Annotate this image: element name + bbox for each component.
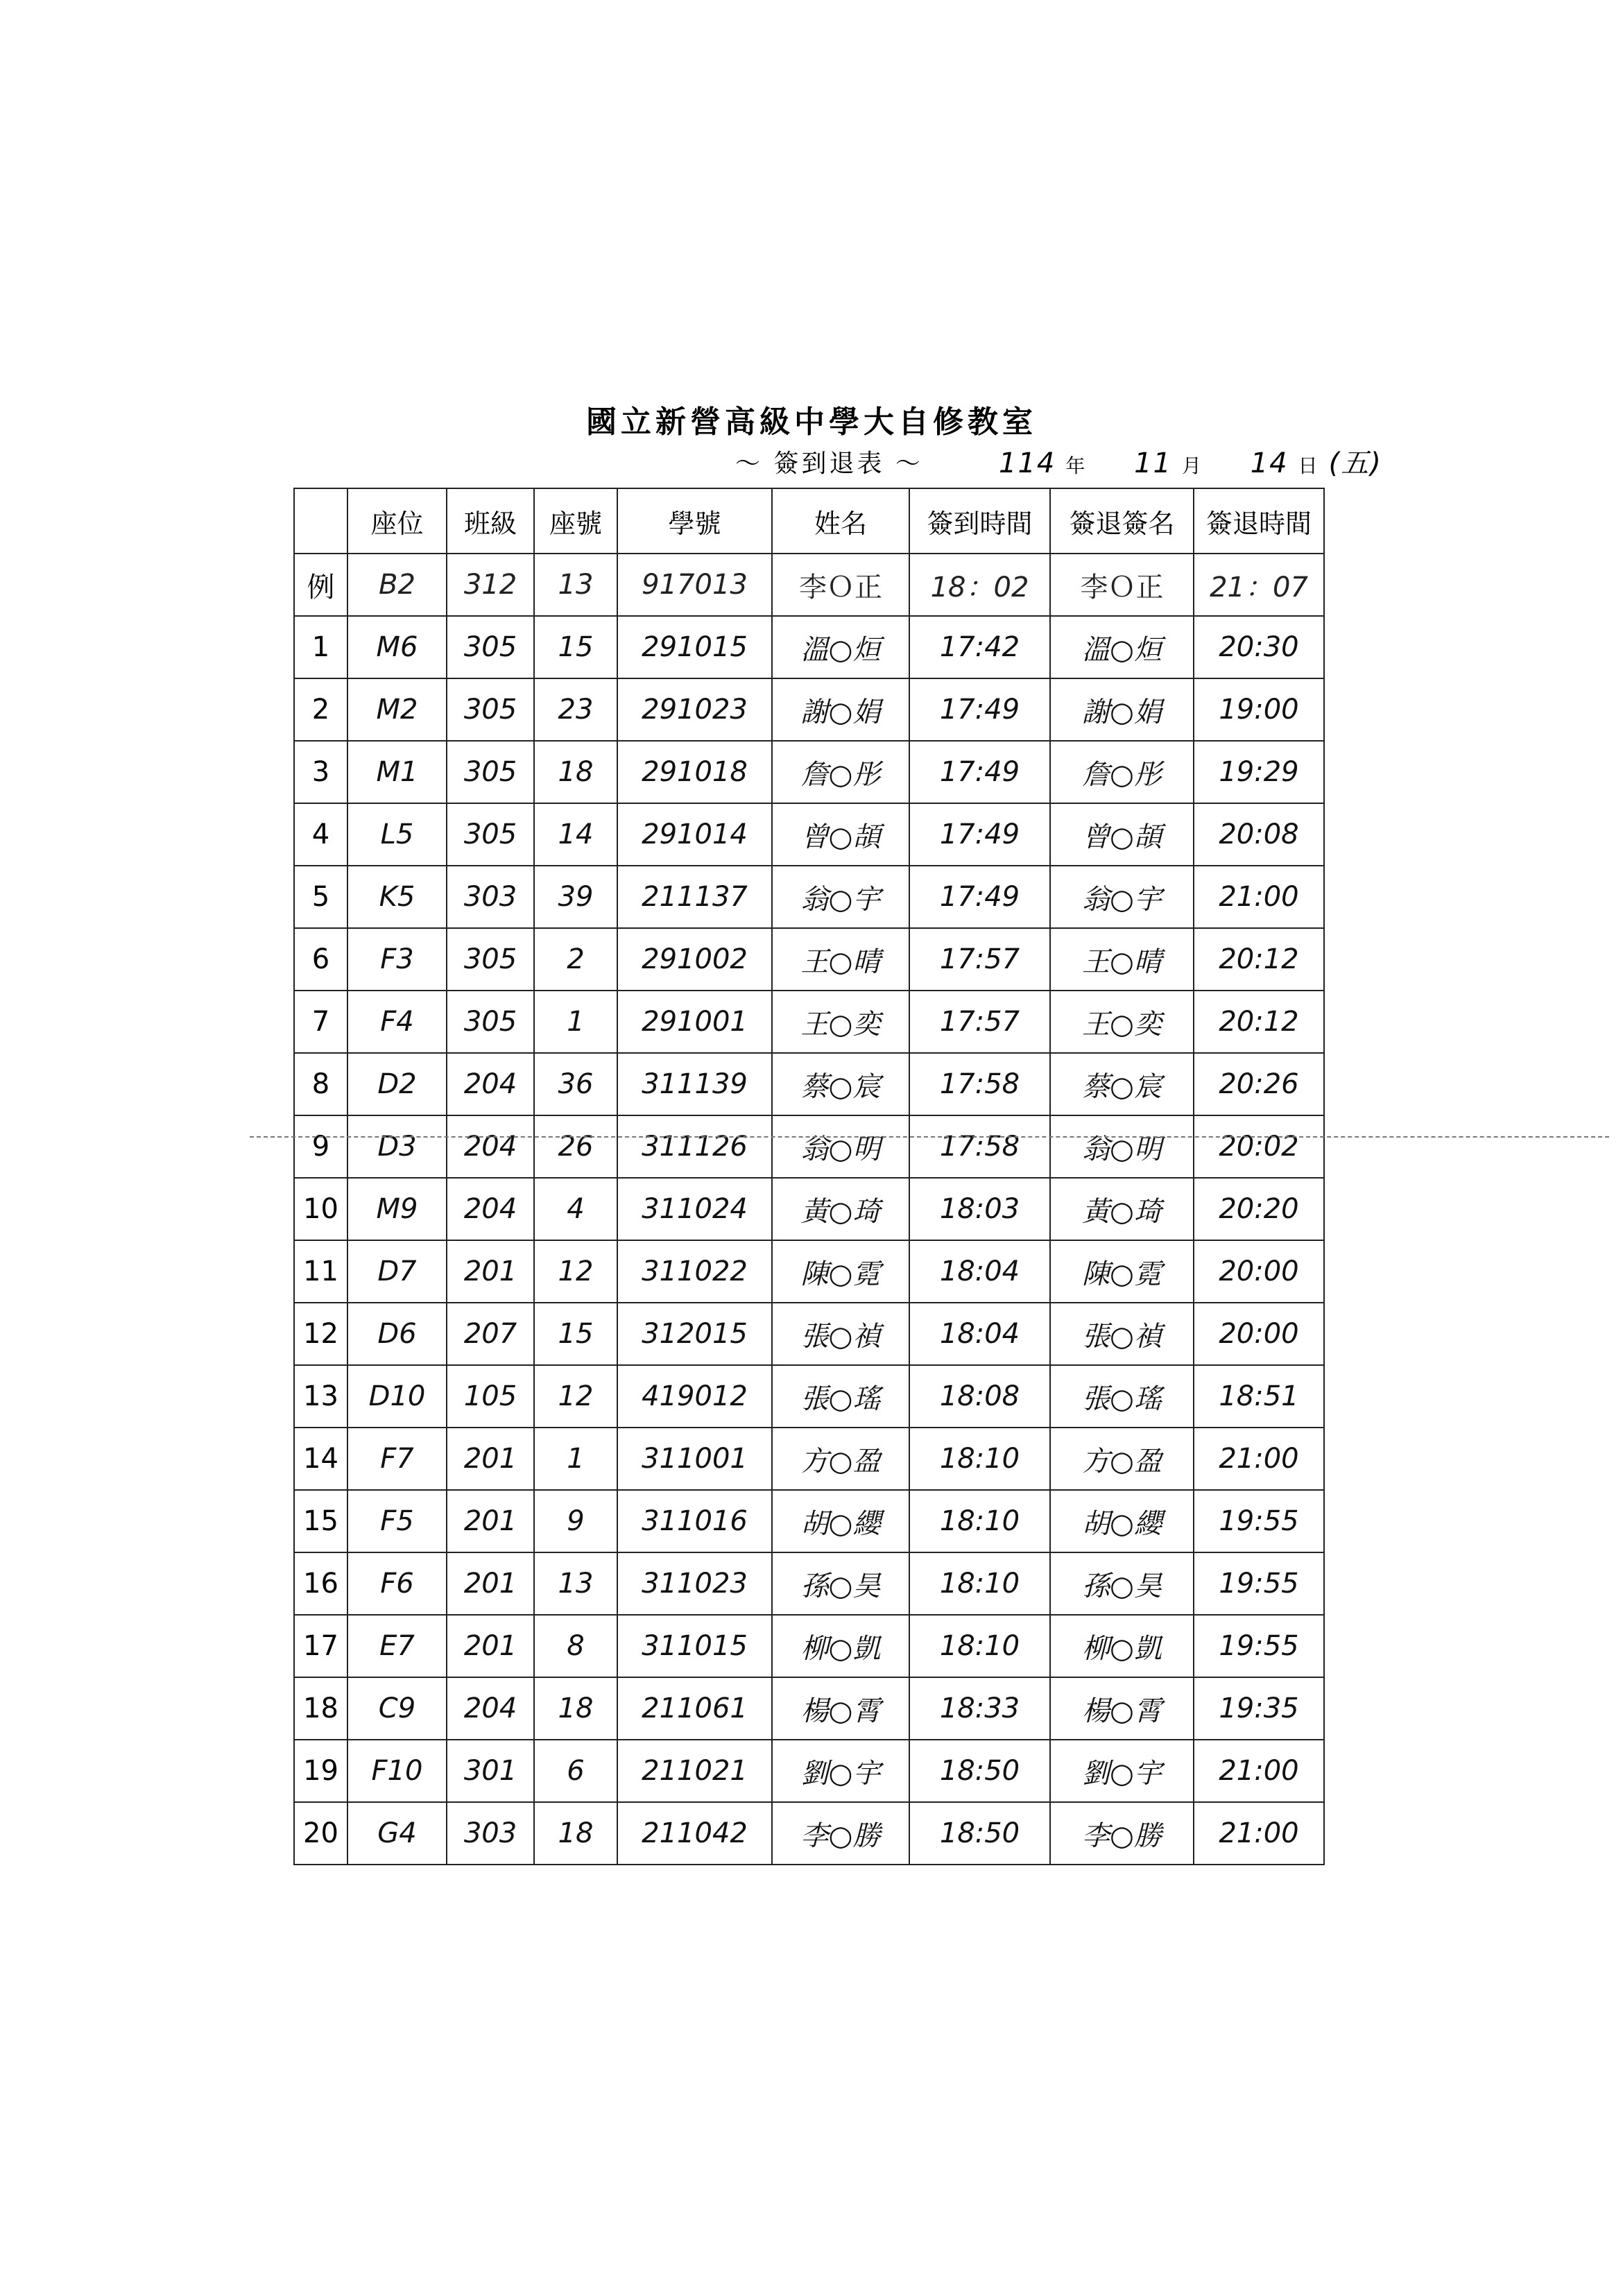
row-checkout: 21:00	[1194, 866, 1324, 928]
row-number: 4	[534, 1178, 617, 1240]
row-number: 15	[534, 1303, 617, 1365]
row-checkout: 21:00	[1194, 1428, 1324, 1490]
row-student-id: 211021	[617, 1740, 772, 1802]
row-number: 6	[534, 1740, 617, 1802]
row-name: 王○晴	[772, 928, 909, 991]
row-student-id: 211042	[617, 1802, 772, 1865]
row-seat: M2	[347, 678, 447, 741]
row-index: 19	[294, 1740, 347, 1802]
row-class: 305	[447, 803, 534, 866]
row-name: 孫○昊	[772, 1552, 909, 1615]
row-checkin: 18:50	[909, 1740, 1050, 1802]
row-checkout: 20:30	[1194, 616, 1324, 678]
row-checkin: 18:04	[909, 1303, 1050, 1365]
row-class: 204	[447, 1178, 534, 1240]
row-class: 305	[447, 928, 534, 991]
row-checkout: 20:00	[1194, 1240, 1324, 1303]
row-checkin: 17:57	[909, 991, 1050, 1053]
row-checkout: 20:00	[1194, 1303, 1324, 1365]
row-seat: D10	[347, 1365, 447, 1428]
row-student-id: 291023	[617, 678, 772, 741]
row-seat: D6	[347, 1303, 447, 1365]
table-row	[294, 1552, 1324, 1615]
table-row	[294, 1490, 1324, 1552]
row-seat: F5	[347, 1490, 447, 1552]
row-student-id: 311016	[617, 1490, 772, 1552]
row-checkout-sign: 胡○纓	[1050, 1490, 1194, 1552]
row-checkin: 17:49	[909, 678, 1050, 741]
table-row	[294, 803, 1324, 866]
row-number: 26	[534, 1115, 617, 1178]
row-checkout: 19:55	[1194, 1552, 1324, 1615]
row-index: 20	[294, 1802, 347, 1865]
row-student-id: 291014	[617, 803, 772, 866]
row-index: 5	[294, 866, 347, 928]
row-number: 23	[534, 678, 617, 741]
row-student-id: 291002	[617, 928, 772, 991]
row-checkout-sign: 張○瑤	[1050, 1365, 1194, 1428]
date-year: 114	[999, 447, 1056, 479]
col-header-name: 姓名	[772, 488, 909, 554]
row-name: 詹○彤	[772, 741, 909, 803]
row-number: 12	[534, 1365, 617, 1428]
example-checkin: 18：02	[909, 554, 1050, 616]
row-seat: F6	[347, 1552, 447, 1615]
row-name: 黃○琦	[772, 1178, 909, 1240]
sheet-title: 國立新營高級中學大自修教室	[586, 404, 1037, 440]
row-checkin: 17:58	[909, 1115, 1050, 1178]
row-name: 謝○娟	[772, 678, 909, 741]
row-checkout: 20:12	[1194, 928, 1324, 991]
row-name: 張○瑤	[772, 1365, 909, 1428]
row-number: 18	[534, 741, 617, 803]
row-checkin: 18:10	[909, 1552, 1050, 1615]
row-class: 301	[447, 1740, 534, 1802]
row-checkout-sign: 楊○霄	[1050, 1677, 1194, 1740]
row-class: 305	[447, 678, 534, 741]
row-class: 201	[447, 1240, 534, 1303]
sheet-date	[999, 441, 1392, 481]
row-checkout: 19:29	[1194, 741, 1324, 803]
row-number: 13	[534, 1552, 617, 1615]
row-seat: K5	[347, 866, 447, 928]
row-checkin: 18:50	[909, 1802, 1050, 1865]
row-seat: F4	[347, 991, 447, 1053]
row-checkin: 18:10	[909, 1490, 1050, 1552]
row-checkout: 21:00	[1194, 1740, 1324, 1802]
row-index: 7	[294, 991, 347, 1053]
row-checkout-sign: 翁○宇	[1050, 866, 1194, 928]
row-class: 303	[447, 866, 534, 928]
col-header-checkin: 簽到時間	[909, 488, 1050, 554]
row-index: 14	[294, 1428, 347, 1490]
row-class: 305	[447, 991, 534, 1053]
table-row	[294, 741, 1324, 803]
sign-in-table	[293, 488, 1325, 1865]
col-header-seat: 座位	[347, 488, 447, 554]
date-day-unit: 日	[1298, 454, 1319, 477]
row-student-id: 291015	[617, 616, 772, 678]
row-index: 11	[294, 1240, 347, 1303]
date-year-unit: 年	[1065, 454, 1087, 477]
example-name: 李Ｏ正	[772, 554, 909, 616]
row-index: 16	[294, 1552, 347, 1615]
row-name: 溫○烜	[772, 616, 909, 678]
row-index: 18	[294, 1677, 347, 1740]
row-checkout-sign: 孫○昊	[1050, 1552, 1194, 1615]
row-number: 8	[534, 1615, 617, 1677]
row-student-id: 291018	[617, 741, 772, 803]
row-checkout-sign: 陳○霓	[1050, 1240, 1194, 1303]
sheet-subtitle: ～ 簽到退表 ～	[735, 449, 923, 478]
example-index: 例	[294, 554, 347, 616]
example-student-id: 917013	[617, 554, 772, 616]
row-checkout-sign: 蔡○宸	[1050, 1053, 1194, 1115]
row-checkout-sign: 黃○琦	[1050, 1178, 1194, 1240]
row-name: 翁○宇	[772, 866, 909, 928]
row-class: 204	[447, 1115, 534, 1178]
row-number: 18	[534, 1677, 617, 1740]
col-header-index	[294, 488, 347, 554]
row-checkin: 18:04	[909, 1240, 1050, 1303]
row-name: 楊○霄	[772, 1677, 909, 1740]
row-index: 9	[294, 1115, 347, 1178]
example-checkout: 21：07	[1194, 554, 1324, 616]
row-name: 劉○宇	[772, 1740, 909, 1802]
row-checkout-sign: 王○奕	[1050, 991, 1194, 1053]
table-row	[294, 1303, 1324, 1365]
row-checkout-sign: 溫○烜	[1050, 616, 1194, 678]
table-row	[294, 1365, 1324, 1428]
row-name: 蔡○宸	[772, 1053, 909, 1115]
row-student-id: 211061	[617, 1677, 772, 1740]
row-class: 303	[447, 1802, 534, 1865]
row-checkin: 17:49	[909, 866, 1050, 928]
row-class: 201	[447, 1552, 534, 1615]
row-checkout-sign: 翁○明	[1050, 1115, 1194, 1178]
row-name: 胡○纓	[772, 1490, 909, 1552]
table-row	[294, 1615, 1324, 1677]
row-number: 36	[534, 1053, 617, 1115]
row-checkin: 18:10	[909, 1615, 1050, 1677]
row-seat: C9	[347, 1677, 447, 1740]
row-checkin: 18:08	[909, 1365, 1050, 1428]
row-checkout: 18:51	[1194, 1365, 1324, 1428]
row-checkout: 20:12	[1194, 991, 1324, 1053]
row-seat: F10	[347, 1740, 447, 1802]
date-month: 11	[1134, 447, 1172, 479]
row-checkout-sign: 李○勝	[1050, 1802, 1194, 1865]
row-number: 1	[534, 991, 617, 1053]
row-class: 204	[447, 1677, 534, 1740]
row-name: 張○禎	[772, 1303, 909, 1365]
row-checkout: 20:02	[1194, 1115, 1324, 1178]
date-day: 14	[1250, 447, 1289, 479]
table-row	[294, 866, 1324, 928]
example-checkout-sign: 李Ｏ正	[1050, 554, 1194, 616]
example-seat: B2	[347, 554, 447, 616]
row-checkout-sign: 張○禎	[1050, 1303, 1194, 1365]
row-student-id: 311001	[617, 1428, 772, 1490]
row-index: 3	[294, 741, 347, 803]
row-checkin: 17:49	[909, 741, 1050, 803]
table-row	[294, 1428, 1324, 1490]
date-weekday: (五)	[1328, 447, 1382, 479]
table-row	[294, 1178, 1324, 1240]
row-checkout-sign: 劉○宇	[1050, 1740, 1194, 1802]
table-row	[294, 928, 1324, 991]
row-student-id: 211137	[617, 866, 772, 928]
row-student-id: 291001	[617, 991, 772, 1053]
row-class: 207	[447, 1303, 534, 1365]
row-checkin: 18:10	[909, 1428, 1050, 1490]
row-student-id: 311023	[617, 1552, 772, 1615]
example-class: 312	[447, 554, 534, 616]
col-header-student-id: 學號	[617, 488, 772, 554]
row-seat: F3	[347, 928, 447, 991]
table-row	[294, 1740, 1324, 1802]
row-checkout: 19:35	[1194, 1677, 1324, 1740]
row-name: 曾○頡	[772, 803, 909, 866]
row-index: 10	[294, 1178, 347, 1240]
row-checkout: 20:20	[1194, 1178, 1324, 1240]
row-checkout: 21:00	[1194, 1802, 1324, 1865]
table-row	[294, 1115, 1324, 1178]
row-student-id: 311126	[617, 1115, 772, 1178]
row-checkout-sign: 王○晴	[1050, 928, 1194, 991]
row-student-id: 312015	[617, 1303, 772, 1365]
row-index: 4	[294, 803, 347, 866]
row-number: 39	[534, 866, 617, 928]
row-class: 204	[447, 1053, 534, 1115]
row-class: 201	[447, 1615, 534, 1677]
row-checkout: 19:55	[1194, 1490, 1324, 1552]
table-header-row	[294, 488, 1324, 554]
row-index: 6	[294, 928, 347, 991]
row-checkout-sign: 謝○娟	[1050, 678, 1194, 741]
row-index: 15	[294, 1490, 347, 1552]
scan-fold-line	[250, 1136, 1609, 1138]
row-index: 2	[294, 678, 347, 741]
row-seat: D3	[347, 1115, 447, 1178]
row-checkin: 17:57	[909, 928, 1050, 991]
row-index: 12	[294, 1303, 347, 1365]
row-number: 9	[534, 1490, 617, 1552]
row-name: 陳○霓	[772, 1240, 909, 1303]
col-header-class: 班級	[447, 488, 534, 554]
row-checkout-sign: 柳○凱	[1050, 1615, 1194, 1677]
row-class: 201	[447, 1490, 534, 1552]
row-number: 12	[534, 1240, 617, 1303]
row-class: 201	[447, 1428, 534, 1490]
table-row	[294, 1240, 1324, 1303]
row-seat: L5	[347, 803, 447, 866]
row-student-id: 311015	[617, 1615, 772, 1677]
row-number: 2	[534, 928, 617, 991]
row-checkin: 17:49	[909, 803, 1050, 866]
row-checkout-sign: 曾○頡	[1050, 803, 1194, 866]
row-checkout: 20:08	[1194, 803, 1324, 866]
table-row	[294, 1677, 1324, 1740]
example-number: 13	[534, 554, 617, 616]
row-checkout: 20:26	[1194, 1053, 1324, 1115]
row-index: 8	[294, 1053, 347, 1115]
row-name: 翁○明	[772, 1115, 909, 1178]
row-index: 1	[294, 616, 347, 678]
example-row	[294, 554, 1324, 616]
row-number: 15	[534, 616, 617, 678]
col-header-checkout: 簽退時間	[1194, 488, 1324, 554]
row-checkout: 19:00	[1194, 678, 1324, 741]
table-row	[294, 1053, 1324, 1115]
row-name: 王○奕	[772, 991, 909, 1053]
row-index: 13	[294, 1365, 347, 1428]
row-student-id: 311024	[617, 1178, 772, 1240]
row-name: 方○盈	[772, 1428, 909, 1490]
table-row	[294, 616, 1324, 678]
row-seat: M1	[347, 741, 447, 803]
row-student-id: 311139	[617, 1053, 772, 1115]
col-header-number: 座號	[534, 488, 617, 554]
row-index: 17	[294, 1615, 347, 1677]
row-seat: E7	[347, 1615, 447, 1677]
table-row	[294, 678, 1324, 741]
table-row	[294, 991, 1324, 1053]
row-student-id: 311022	[617, 1240, 772, 1303]
row-number: 18	[534, 1802, 617, 1865]
row-checkin: 18:33	[909, 1677, 1050, 1740]
row-class: 305	[447, 616, 534, 678]
row-name: 柳○凱	[772, 1615, 909, 1677]
row-checkout-sign: 詹○彤	[1050, 741, 1194, 803]
row-student-id: 419012	[617, 1365, 772, 1428]
row-seat: G4	[347, 1802, 447, 1865]
date-month-unit: 月	[1182, 454, 1203, 477]
row-class: 305	[447, 741, 534, 803]
row-checkin: 17:42	[909, 616, 1050, 678]
row-seat: M6	[347, 616, 447, 678]
col-header-checkout-sign: 簽退簽名	[1050, 488, 1194, 554]
row-number: 1	[534, 1428, 617, 1490]
row-checkout: 19:55	[1194, 1615, 1324, 1677]
row-seat: F7	[347, 1428, 447, 1490]
row-checkin: 17:58	[909, 1053, 1050, 1115]
row-checkout-sign: 方○盈	[1050, 1428, 1194, 1490]
row-class: 105	[447, 1365, 534, 1428]
row-seat: D7	[347, 1240, 447, 1303]
row-seat: D2	[347, 1053, 447, 1115]
row-name: 李○勝	[772, 1802, 909, 1865]
table-row	[294, 1802, 1324, 1865]
row-seat: M9	[347, 1178, 447, 1240]
row-checkin: 18:03	[909, 1178, 1050, 1240]
row-number: 14	[534, 803, 617, 866]
